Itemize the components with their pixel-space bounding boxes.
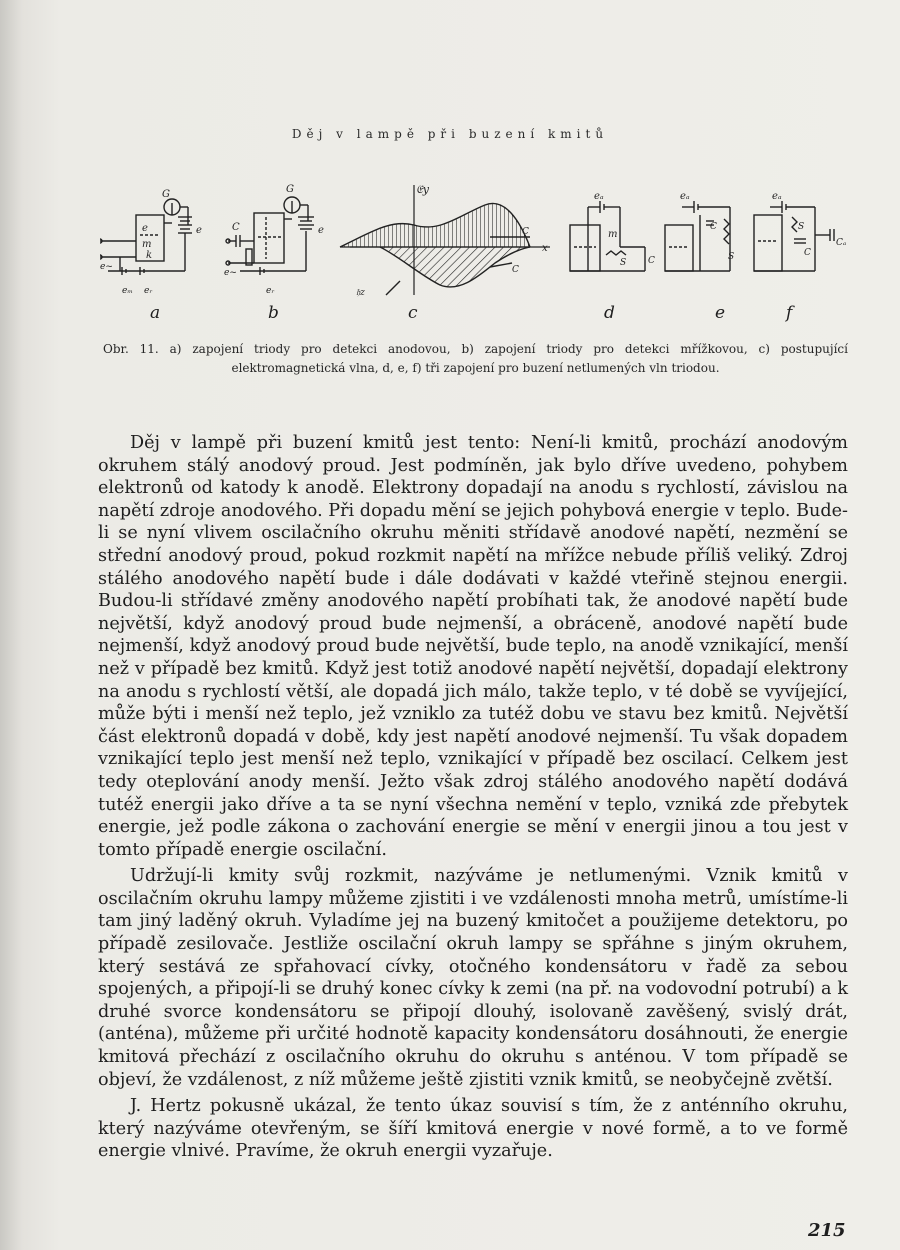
svg-text:e: e xyxy=(318,225,324,236)
svg-text:𝔥z: 𝔥z xyxy=(356,288,365,298)
svg-text:C: C xyxy=(512,265,519,275)
svg-text:eᵣ: eᵣ xyxy=(144,286,153,296)
svg-text:eᵣ: eᵣ xyxy=(266,286,275,296)
svg-text:C: C xyxy=(648,256,655,266)
svg-text:m: m xyxy=(608,229,618,240)
figure-caption xyxy=(103,340,848,378)
circuit-f xyxy=(754,191,846,271)
svg-text:e~: e~ xyxy=(224,268,237,278)
svg-text:S: S xyxy=(798,222,805,232)
circuit-d xyxy=(570,191,655,271)
caption-line-2: elektromagnetická vlna, d, e, f) tři zapojení pro buzení netlumených vln triodou. xyxy=(231,361,720,375)
svg-text:x: x xyxy=(542,243,548,254)
svg-text:eₐ: eₐ xyxy=(772,191,782,202)
svg-text:Cₐ: Cₐ xyxy=(836,238,847,248)
circuit-e xyxy=(665,191,734,271)
svg-text:e~: e~ xyxy=(100,262,113,272)
label-G-a: G xyxy=(162,189,170,200)
svg-text:G: G xyxy=(286,184,294,195)
svg-text:eₐ: eₐ xyxy=(680,191,690,202)
svg-text:C: C xyxy=(522,227,529,237)
circuit-diagrams xyxy=(100,175,860,335)
figure-label-d: d xyxy=(604,303,615,323)
svg-text:eₐ: eₐ xyxy=(594,191,604,202)
svg-text:C: C xyxy=(232,222,240,233)
body-text xyxy=(98,432,848,1163)
svg-text:C: C xyxy=(710,222,717,232)
svg-text:e: e xyxy=(142,223,148,234)
svg-text:m: m xyxy=(142,239,152,250)
running-head: Děj v lampě při buzení kmitů xyxy=(291,127,609,141)
svg-text:S: S xyxy=(620,258,627,268)
page-number: 215 xyxy=(808,1220,846,1241)
svg-text:C: C xyxy=(804,248,811,258)
svg-text:𝔈y: 𝔈y xyxy=(416,183,429,196)
caption-line-1: Obr. 11. a) zapojení triody pro detekci anodovou, b) zapojení triody pro detekci mřížkovou, c) postupující xyxy=(103,342,848,356)
figure-label-a: a xyxy=(150,303,161,323)
svg-text:eₘ: eₘ xyxy=(122,286,133,296)
svg-text:k: k xyxy=(146,250,153,261)
paragraph-2: Udržují-li kmity svůj rozkmit, nazýváme je netlumenými. Vznik kmitů v oscilačním okruhu lampy můžeme zjistiti i ve vzdálenosti mnoha metrů, umístíme-li tam jiný laděný okruh. Vyladíme jej na buzený kmitočet a použijeme detektoru, po případě zesilovače. Jestliže oscilační okruh lampy se spřáhne s jiným okruhem, který sestává ze spřahovací cívky, otočného kondensátoru v řadě za sebou spojených, a připojí-li se druhý konec cívky k zemi (na př. na vodovodní potrubí) a k druhé svorce kondensátoru se připojí dlouhý, isolovaně zavěšený, svislý drát, (anténa), můžeme při určité hodnotě kapacity kondensátoru dosáhnouti, že energie kmitová přechází z oscilačního okruhu do okruhu s anténou. V tom případě se objeví, že vzdálenost, z níž můžeme ještě zjistiti vznik kmitů, se neobyčejně zvětší. xyxy=(98,866,848,1090)
circuit-b xyxy=(224,184,324,296)
figure-label-e: e xyxy=(715,303,726,323)
figure-label-c: c xyxy=(408,303,418,323)
svg-text:e: e xyxy=(196,225,202,236)
wave-c xyxy=(340,183,550,298)
figure-label-f: f xyxy=(786,303,793,323)
paragraph-3: J. Hertz pokusně ukázal, že tento úkaz souvisí s tím, že z anténního okruhu, který nazýváme otevřeným, se šíří kmitová energie v nové formě, a to ve formě energie vlnivé. Pravíme, že okruh energii vyzařuje. xyxy=(98,1096,848,1162)
figure-11-circuits xyxy=(100,175,860,335)
svg-text:S: S xyxy=(728,252,735,262)
circuit-a xyxy=(100,189,202,296)
paragraph-1: Děj v lampě při buzení kmitů jest tento: Není-li kmitů, prochází anodovým okruhem stálý anodový proud. Jest podmíněn, jak bylo dříve uvedeno, pohybem elektronů od katody k anodě. Elektrony dopadají na anodu s rychlostí, závislou na napětí zdroje anodového. Při dopadu mění se jejich pohybová energie v teplo. Bude-li se nyní vlivem oscilačního okruhu měniti střídavě anodové napětí, nezmění se střední anodový proud, pokud rozkmit napětí na mřížce nebude příliš veliký. Zdroj stálého anodového napětí bude i dále dodávati v každé vteřině stejnou energii. Budou-li střídavé změny anodového napětí probíhati tak, že anodové napětí bude největší, když anodový proud bude nejmenší, a obráceně, anodové napětí bude nejmenší, když anodový proud bude největší, bude teplo, na anodě vznikající, menší než v případě bez kmitů. Když jest totiž anodové napětí největší, dopadají elektrony na anodu s rychlostí větší, ale dopadá jich málo, takže teplo, v té době se vyvíjející, může býti i menší než teplo, jež vzniklo za tutéž dobu ve stavu bez kmitů. Největší část elektronů dopadá v době, kdy jest napětí anodové nejmenší. Tu však dopadem vznikající teplo jest menší než teplo, vznikající v případě bez oscilací. Celkem jest tedy oteplování anody menší. Ježto však zdroj stálého anodového napětí dodává tutéž energii jako dříve a ta se nyní všechna nemění v teplo, vzniká zde přebytek energie, jež podle zákona o zachování energie se mění v energii jinou a tou jest v tomto případě energie oscilační. xyxy=(98,433,848,860)
figure-label-b: b xyxy=(268,303,279,323)
